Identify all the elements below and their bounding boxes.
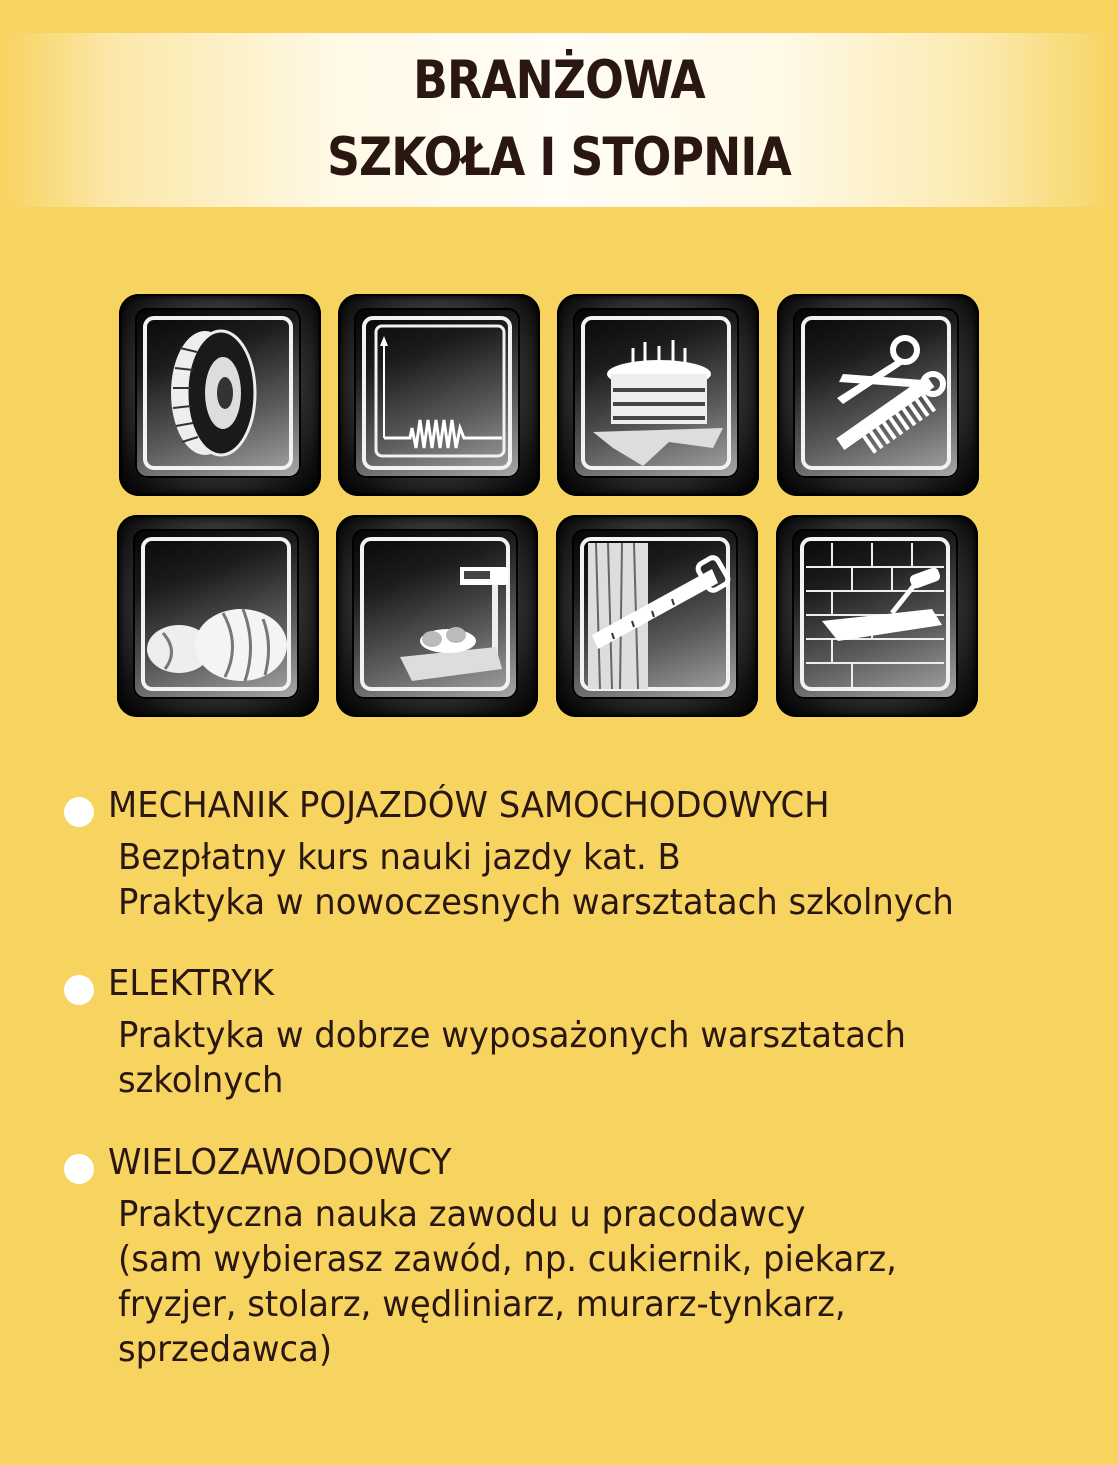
bullet-dot (64, 797, 94, 827)
page-title-line-1: BRANŻOWA (413, 50, 705, 111)
brick-trowel-icon (792, 529, 958, 699)
profession-detail: sprzedawca) (118, 1329, 333, 1370)
saw-wood-icon (572, 529, 738, 699)
profession-item (0, 1142, 1118, 1372)
profession-detail: fryzjer, stolarz, wędliniarz, murarz-tynkarz, (118, 1284, 846, 1325)
bullet-dot (64, 1154, 94, 1184)
tile-bread (117, 515, 319, 717)
tile-meat-scale (336, 515, 538, 717)
profession-detail: Bezpłatny kurs nauki jazdy kat. B (118, 837, 681, 878)
profession-item (0, 785, 1118, 925)
bread-icon (133, 529, 299, 699)
scissors-comb-icon (793, 308, 959, 478)
bullet-dot (64, 975, 94, 1005)
tile-cake (557, 294, 759, 496)
profession-item (0, 963, 1118, 1103)
profession-detail: Praktyka w nowoczesnych warsztatach szkolnych (118, 882, 954, 923)
tile-oscilloscope (338, 294, 540, 496)
tile-scissors-comb (777, 294, 979, 496)
profession-title: ELEKTRYK (108, 963, 275, 1004)
tile-brick-trowel (776, 515, 978, 717)
profession-detail: Praktyczna nauka zawodu u pracodawcy (118, 1194, 806, 1235)
profession-title: MECHANIK POJAZDÓW SAMOCHODOWYCH (108, 785, 830, 826)
oscilloscope-icon (354, 308, 520, 478)
tile-saw-wood (556, 515, 758, 717)
tire-icon (135, 308, 301, 478)
profession-detail: Praktyka w dobrze wyposażonych warsztatach (118, 1015, 906, 1056)
cake-icon (573, 308, 739, 478)
meat-scale-icon (352, 529, 518, 699)
page-title-line-2: SZKOŁA I STOPNIA (327, 127, 791, 188)
profession-title: WIELOZAWODOWCY (108, 1142, 452, 1183)
tile-tire (119, 294, 321, 496)
profession-detail: (sam wybierasz zawód, np. cukiernik, piekarz, (118, 1239, 897, 1280)
profession-detail: szkolnych (118, 1060, 284, 1101)
